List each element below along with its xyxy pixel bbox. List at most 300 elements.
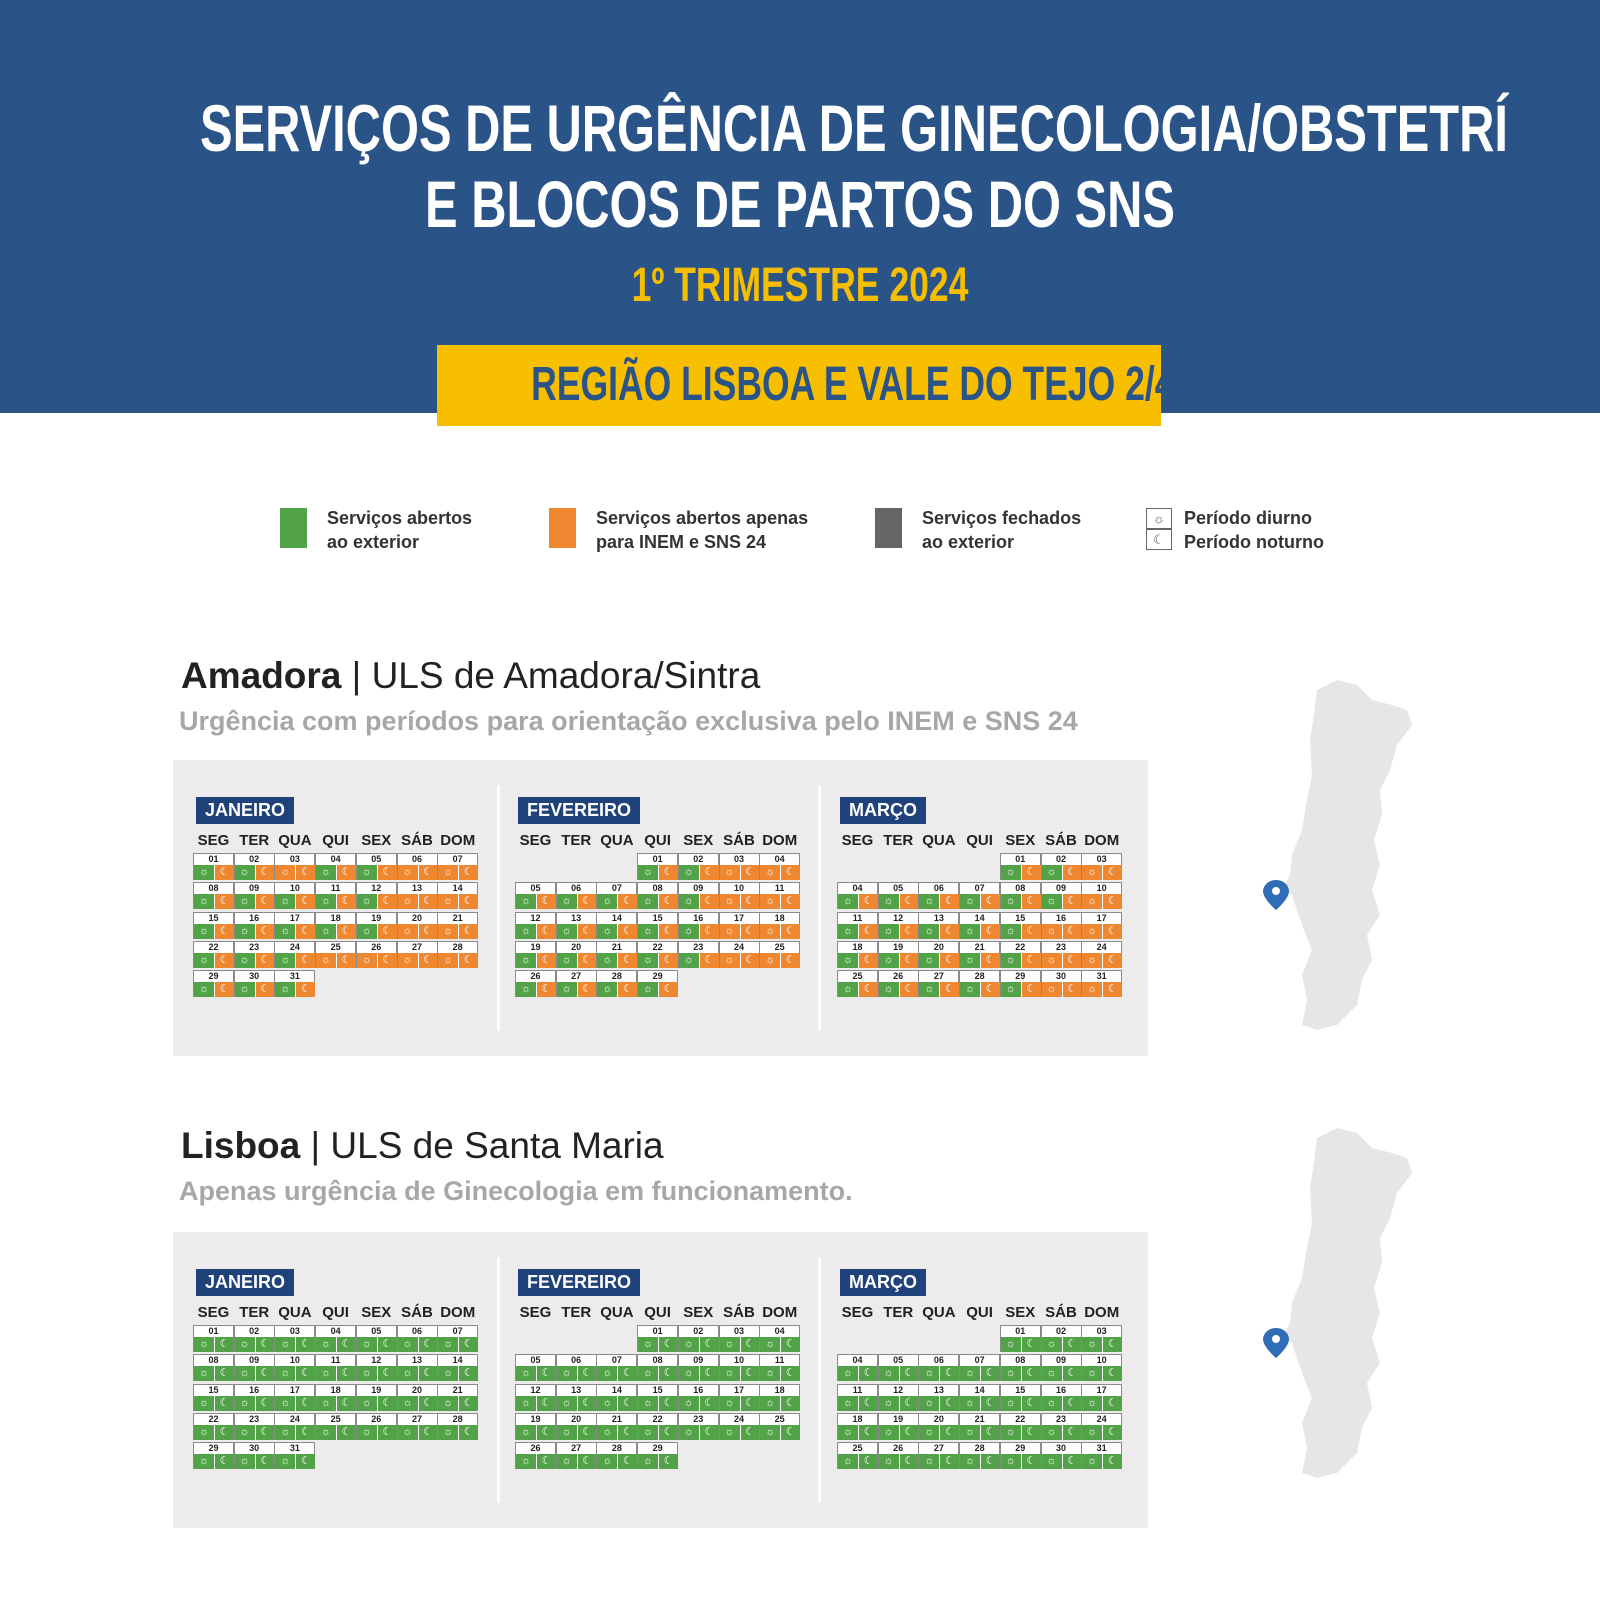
day-cell (759, 941, 800, 968)
weekday-header: QUI (644, 832, 671, 849)
day-cell (837, 1354, 878, 1381)
sun-icon: ☼ (1042, 1454, 1062, 1469)
day-cell (837, 1384, 878, 1411)
day-cell (515, 1442, 556, 1469)
sun-icon: ☼ (919, 1366, 939, 1381)
moon-icon: ☾ (780, 865, 800, 880)
sun-icon: ☼ (235, 1366, 255, 1381)
sun-icon: ☼ (235, 894, 255, 909)
day-cell (637, 1442, 678, 1469)
moon-icon: ☾ (858, 1425, 878, 1440)
sun-icon: ☼ (638, 1425, 658, 1440)
legend-closed-line2: ao exterior (922, 532, 1015, 552)
sun-icon: ☼ (960, 924, 980, 939)
legend-open-line1: Serviços abertos (327, 508, 473, 528)
day-cell (315, 941, 356, 968)
day-cell (759, 1413, 800, 1440)
moon-icon: ☾ (1102, 1396, 1122, 1411)
sun-icon: ☼ (235, 982, 255, 997)
sun-icon: ☼ (316, 1396, 336, 1411)
day-number: 09 (249, 1355, 260, 1366)
moon-icon: ☾ (1102, 894, 1122, 909)
day-number: 29 (1015, 971, 1026, 982)
sun-icon: ☼ (516, 953, 536, 968)
weekday-header: SEX (683, 832, 714, 849)
weekday-header: QUA (600, 832, 634, 849)
day-cell (274, 882, 315, 909)
sun-icon: ☼ (1001, 1366, 1021, 1381)
sun-icon: ☼ (235, 1454, 255, 1469)
day-number: 13 (933, 1384, 944, 1395)
moon-icon: ☾ (1062, 924, 1082, 939)
moon-icon: ☾ (255, 1425, 275, 1440)
moon-icon: ☾ (617, 982, 637, 997)
moon-icon: ☾ (658, 1337, 678, 1352)
region-banner (437, 345, 1175, 426)
moon-icon: ☾ (377, 1337, 397, 1352)
region-label: REGIÃO LISBOA E VALE DO TEJO 2/4 (531, 358, 1175, 411)
day-number: 18 (330, 912, 341, 923)
sun-icon: ☼ (235, 1396, 255, 1411)
moon-icon: ☾ (858, 1396, 878, 1411)
month-divider (818, 785, 821, 1031)
sun-icon: ☼ (438, 1425, 458, 1440)
sun-icon: ☼ (357, 924, 377, 939)
moon-icon: ☾ (1102, 1366, 1122, 1381)
day-cell (1041, 912, 1082, 939)
moon-icon: ☾ (740, 1396, 760, 1411)
sun-icon: ☼ (597, 1396, 617, 1411)
day-number: 28 (452, 1413, 463, 1424)
day-cell (678, 1354, 719, 1381)
day-number: 20 (933, 1413, 944, 1424)
sun-icon: ☼ (679, 1337, 699, 1352)
moon-icon: ☾ (418, 953, 438, 968)
moon-icon: ☾ (939, 894, 959, 909)
weekday-header: DOM (440, 1304, 476, 1321)
moon-icon: ☾ (899, 894, 919, 909)
moon-icon: ☾ (980, 924, 1000, 939)
day-cell (878, 882, 919, 909)
day-cell (637, 1354, 678, 1381)
sun-icon: ☼ (1001, 924, 1021, 939)
moon-icon: ☾ (377, 1366, 397, 1381)
day-number: 28 (974, 1443, 985, 1454)
day-number: 10 (289, 883, 300, 894)
day-number: 05 (530, 1355, 541, 1366)
sun-icon: ☼ (1042, 953, 1062, 968)
moon-icon: ☾ (980, 1454, 1000, 1469)
sun-icon: ☼ (760, 894, 780, 909)
sun-icon: ☼ (960, 1366, 980, 1381)
moon-icon: ☾ (899, 1366, 919, 1381)
day-number: 06 (933, 883, 944, 894)
day-cell (959, 1384, 1000, 1411)
sun-icon: ☼ (194, 1454, 214, 1469)
sun-icon: ☼ (638, 953, 658, 968)
day-cell (397, 853, 438, 880)
day-number: 15 (1015, 912, 1026, 923)
month-calendar (515, 797, 805, 1057)
moon-icon: ☾ (617, 1396, 637, 1411)
sun-icon: ☼ (597, 894, 617, 909)
day-number: 21 (611, 1413, 622, 1424)
moon-icon: ☾ (780, 894, 800, 909)
day-cell (397, 1325, 438, 1352)
day-cell (678, 882, 719, 909)
moon-icon: ☾ (617, 1425, 637, 1440)
moon-icon: ☾ (1102, 865, 1122, 880)
sun-icon: ☼ (638, 1337, 658, 1352)
day-number: 07 (452, 1326, 463, 1336)
moon-icon: ☾ (336, 953, 356, 968)
day-cell (356, 882, 397, 909)
sun-icon: ☼ (438, 894, 458, 909)
sun-icon: ☼ (597, 1425, 617, 1440)
moon-icon: ☾ (577, 1425, 597, 1440)
day-number: 10 (733, 1355, 744, 1366)
moon-icon: ☾ (377, 1396, 397, 1411)
sun-icon: ☼ (316, 924, 336, 939)
moon-icon: ☾ (699, 953, 719, 968)
day-cell (397, 941, 438, 968)
day-cell (678, 1384, 719, 1411)
sun-icon: ☼ (760, 1337, 780, 1352)
sun-icon: ☼ (1042, 894, 1062, 909)
sun-icon: ☼ (1001, 953, 1021, 968)
moon-icon: ☾ (577, 982, 597, 997)
day-cell (397, 1354, 438, 1381)
sun-icon: ☼ (194, 1396, 214, 1411)
moon-icon: ☾ (458, 953, 478, 968)
sun-icon: ☼ (879, 1454, 899, 1469)
moon-icon: ☾ (658, 982, 678, 997)
day-cell (878, 1354, 919, 1381)
sun-icon: ☼ (638, 894, 658, 909)
moon-icon: ☾ (1102, 1454, 1122, 1469)
sun-icon: ☼ (235, 1337, 255, 1352)
sun-icon: ☼ (275, 894, 295, 909)
day-number: 03 (289, 1326, 300, 1336)
moon-icon: ☾ (699, 894, 719, 909)
day-cell (1000, 1384, 1041, 1411)
day-number: 21 (974, 941, 985, 952)
moon-icon: ☾ (658, 1425, 678, 1440)
weekday-header: SÁB (401, 1304, 433, 1321)
day-cell (437, 941, 478, 968)
moon-icon: ☾ (1062, 1337, 1082, 1352)
weekday-header: QUI (322, 1304, 349, 1321)
moon-icon: ☾ (418, 1366, 438, 1381)
sun-icon: ☼ (1082, 894, 1102, 909)
day-number: 09 (693, 1355, 704, 1366)
moon-icon: ☾ (418, 1425, 438, 1440)
sun-icon: ☼ (557, 894, 577, 909)
day-cell (356, 1413, 397, 1440)
sun-icon: ☼ (357, 894, 377, 909)
day-number: 13 (571, 1384, 582, 1395)
sun-icon: ☼ (438, 1366, 458, 1381)
day-number: 15 (652, 1384, 663, 1395)
weekday-header: QUA (278, 1304, 312, 1321)
day-number: 15 (1015, 1384, 1026, 1395)
sun-icon: ☼ (879, 953, 899, 968)
day-cell (315, 882, 356, 909)
day-cell (959, 912, 1000, 939)
moon-icon: ☾ (939, 982, 959, 997)
sun-icon: ☼ (557, 1396, 577, 1411)
day-number: 03 (1096, 854, 1107, 864)
moon-icon: ☾ (536, 924, 556, 939)
day-number: 08 (1015, 883, 1026, 894)
moon-icon: ☾ (899, 1396, 919, 1411)
day-number: 05 (893, 883, 904, 894)
subtitle: 1º TRIMESTRE 2024 (631, 259, 969, 312)
moon-icon: ☾ (418, 924, 438, 939)
day-cell (1081, 1325, 1122, 1352)
sun-icon: ☼ (398, 953, 418, 968)
day-cell (959, 1354, 1000, 1381)
section-title-lisboa (181, 1124, 664, 1168)
day-number: 04 (330, 854, 341, 864)
moon-icon: ☾ (858, 953, 878, 968)
sun-icon: ☼ (316, 953, 336, 968)
day-number: 25 (852, 971, 863, 982)
day-number: 27 (411, 1413, 422, 1424)
day-cell (193, 912, 234, 939)
weekday-header: SÁB (723, 832, 755, 849)
weekday-header: SEG (197, 832, 230, 849)
calendar-panel-amadora (173, 760, 1148, 1056)
moon-icon: ☾ (214, 1425, 234, 1440)
moon-icon: ☾ (577, 1454, 597, 1469)
day-number: 27 (411, 941, 422, 952)
day-number: 09 (1055, 1355, 1066, 1366)
moon-icon: ☾ (699, 1425, 719, 1440)
moon-icon: ☾ (1062, 953, 1082, 968)
day-cell (356, 1384, 397, 1411)
moon-icon: ☾ (536, 1425, 556, 1440)
day-cell (1081, 853, 1122, 880)
moon-icon: ☾ (658, 894, 678, 909)
sun-icon: ☼ (275, 1396, 295, 1411)
moon-icon: ☾ (536, 953, 556, 968)
day-cell (234, 941, 275, 968)
moon-icon: ☾ (214, 982, 234, 997)
moon-icon: ☾ (1102, 1337, 1122, 1352)
sun-icon: ☼ (398, 1337, 418, 1352)
sun-icon: ☼ (679, 1425, 699, 1440)
portugal-map-amadora (1262, 680, 1452, 1040)
moon-icon: ☾ (418, 894, 438, 909)
day-cell (193, 882, 234, 909)
day-cell (759, 882, 800, 909)
day-number: 01 (1015, 1326, 1026, 1336)
day-cell (759, 1384, 800, 1411)
sun-icon: ☼ (516, 1366, 536, 1381)
day-number: 16 (1055, 912, 1066, 923)
weekday-header: QUA (600, 1304, 634, 1321)
moon-icon: ☾ (255, 894, 275, 909)
day-number: 06 (933, 1355, 944, 1366)
day-number: 23 (693, 941, 704, 952)
day-number: 13 (411, 1355, 422, 1366)
day-cell (918, 1442, 959, 1469)
day-number: 11 (330, 883, 341, 894)
day-cell (1041, 1354, 1082, 1381)
moon-icon: ☾ (1102, 924, 1122, 939)
day-number: 17 (289, 1384, 300, 1395)
day-cell (596, 1384, 637, 1411)
sun-icon: ☼ (597, 1366, 617, 1381)
day-number: 04 (774, 854, 785, 864)
moon-icon: ☾ (295, 924, 315, 939)
sun-icon: ☼ (679, 1366, 699, 1381)
day-cell (437, 1325, 478, 1352)
sun-icon: ☼ (194, 1366, 214, 1381)
sun-icon: ☼ (194, 865, 214, 880)
day-number: 07 (611, 1355, 622, 1366)
day-number: 07 (452, 854, 463, 864)
moon-icon: ☾ (458, 894, 478, 909)
moon-icon: ☾ (780, 953, 800, 968)
sun-icon: ☼ (638, 982, 658, 997)
sun-icon: ☼ (919, 894, 939, 909)
day-cell (837, 941, 878, 968)
sun-icon: ☼ (275, 953, 295, 968)
day-cell (1041, 1442, 1082, 1469)
day-cell (1081, 1354, 1122, 1381)
sun-icon: ☼ (638, 1366, 658, 1381)
month-calendar (193, 1269, 483, 1529)
moon-icon: ☾ (255, 953, 275, 968)
day-number: 11 (330, 1355, 341, 1366)
day-cell (356, 853, 397, 880)
day-cell (315, 1384, 356, 1411)
day-number: 23 (249, 1413, 260, 1424)
moon-icon: ☾ (458, 1425, 478, 1440)
sun-icon: ☼ (1082, 1454, 1102, 1469)
sun-icon: ☼ (919, 953, 939, 968)
moon-icon: ☾ (295, 1396, 315, 1411)
moon-icon: ☾ (1021, 1425, 1041, 1440)
moon-icon: ☾ (939, 1425, 959, 1440)
day-number: 03 (733, 1326, 744, 1336)
weekday-header: SEG (841, 832, 874, 849)
sun-icon: ☼ (1042, 1425, 1062, 1440)
sun-icon: ☼ (516, 982, 536, 997)
moon-icon: ☾ (740, 894, 760, 909)
moon-icon: ☾ (295, 953, 315, 968)
moon-icon: ☾ (658, 924, 678, 939)
day-number: 16 (693, 1384, 704, 1395)
moon-icon: ☾ (617, 894, 637, 909)
moon-icon: ☾ (1021, 1396, 1041, 1411)
moon-icon: ☾ (980, 953, 1000, 968)
day-cell (556, 912, 597, 939)
day-number: 30 (1055, 971, 1066, 982)
weekday-header: TER (883, 1304, 914, 1321)
day-cell (193, 1413, 234, 1440)
sun-icon: ☼ (194, 982, 214, 997)
day-number: 26 (530, 1443, 541, 1454)
day-number: 05 (530, 883, 541, 894)
sun-icon: ☼ (760, 924, 780, 939)
month-calendar (837, 1269, 1127, 1529)
day-number: 28 (611, 1443, 622, 1454)
day-cell (719, 1325, 760, 1352)
sun-icon: ☼ (235, 1425, 255, 1440)
moon-icon: ☾ (536, 894, 556, 909)
moon-icon: ☾ (858, 894, 878, 909)
day-cell (397, 882, 438, 909)
sun-icon: ☼ (838, 953, 858, 968)
moon-icon: ☾ (1102, 1425, 1122, 1440)
moon-icon: ☾ (214, 894, 234, 909)
day-number: 31 (1096, 1443, 1107, 1454)
moon-icon: ☾ (377, 953, 397, 968)
day-cell (274, 970, 315, 997)
weekday-header: SÁB (723, 1304, 755, 1321)
day-number: 24 (289, 941, 300, 952)
day-cell (678, 912, 719, 939)
day-cell (1041, 882, 1082, 909)
day-number: 20 (411, 1384, 422, 1395)
day-number: 27 (933, 971, 944, 982)
day-cell (437, 912, 478, 939)
sun-icon: ☼ (357, 1396, 377, 1411)
moon-icon: ☾ (418, 1396, 438, 1411)
sun-icon: ☼ (720, 1396, 740, 1411)
day-number: 24 (733, 1413, 744, 1424)
day-number: 29 (1015, 1443, 1026, 1454)
day-cell (959, 1442, 1000, 1469)
day-cell (1000, 941, 1041, 968)
section-note-amadora: Urgência com períodos para orientação exclusiva pelo INEM e SNS 24 (179, 706, 1078, 736)
moon-icon: ☾ (780, 1366, 800, 1381)
day-number: 14 (611, 912, 622, 923)
day-cell (515, 1384, 556, 1411)
moon-icon: ☾ (1146, 529, 1172, 550)
moon-icon: ☾ (336, 924, 356, 939)
day-number: 08 (208, 883, 219, 894)
moon-icon: ☾ (1062, 1454, 1082, 1469)
day-number: 06 (571, 1355, 582, 1366)
sun-icon: ☼ (1042, 1396, 1062, 1411)
day-cell (678, 941, 719, 968)
day-cell (193, 1354, 234, 1381)
day-cell (596, 941, 637, 968)
sun-icon: ☼ (879, 1396, 899, 1411)
day-cell (515, 941, 556, 968)
day-number: 26 (893, 971, 904, 982)
sun-icon: ☼ (720, 1425, 740, 1440)
moon-icon: ☾ (1021, 894, 1041, 909)
day-number: 02 (693, 854, 704, 864)
weekday-header: TER (239, 832, 270, 849)
day-cell (1081, 941, 1122, 968)
month-label: JANEIRO (196, 797, 294, 824)
sun-icon: ☼ (438, 1337, 458, 1352)
sun-icon: ☼ (838, 982, 858, 997)
day-number: 19 (530, 941, 541, 952)
sun-icon: ☼ (919, 982, 939, 997)
moon-icon: ☾ (295, 1366, 315, 1381)
day-cell (1000, 853, 1041, 880)
sun-icon: ☼ (720, 1366, 740, 1381)
day-number: 10 (1096, 1355, 1107, 1366)
sun-icon: ☼ (1001, 1337, 1021, 1352)
